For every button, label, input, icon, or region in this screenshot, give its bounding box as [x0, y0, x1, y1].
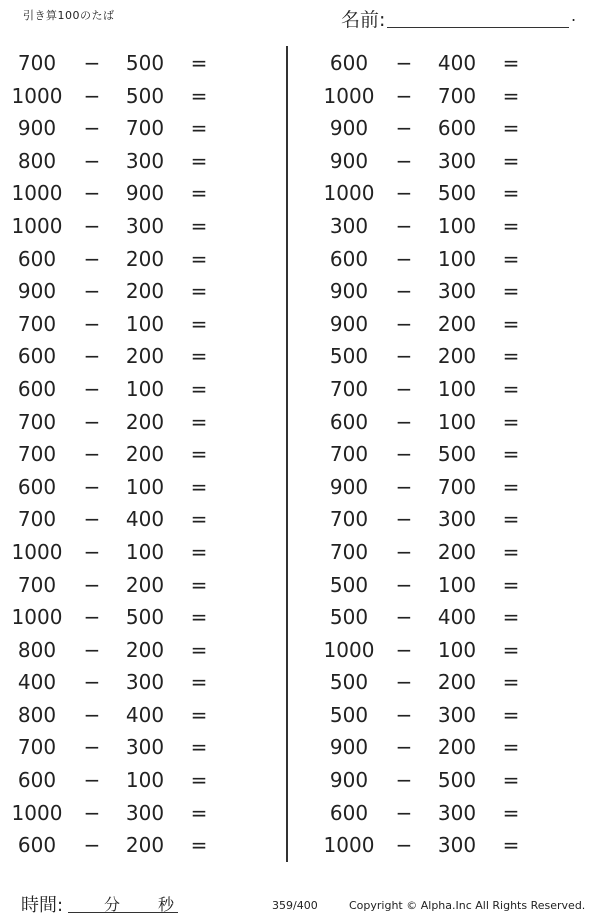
left-problem-row	[0, 80, 260, 113]
left-problem-row	[0, 731, 260, 764]
right-problem-row	[312, 47, 572, 80]
equals-sign: =	[190, 702, 208, 727]
right-problem-row	[312, 829, 572, 862]
left-problem-row	[0, 764, 260, 797]
right-problem-row	[312, 373, 572, 406]
minuend: 300	[329, 213, 369, 238]
minus-sign: −	[83, 539, 101, 564]
equals-sign: =	[190, 181, 208, 206]
subtrahend: 300	[125, 213, 165, 238]
subtrahend: 300	[125, 148, 165, 173]
subtrahend: 300	[437, 702, 477, 727]
minus-sign: −	[83, 833, 101, 858]
equals-sign: =	[502, 507, 520, 532]
minuend: 600	[17, 344, 57, 369]
minus-sign: −	[395, 670, 413, 695]
minuend: 1000	[11, 213, 63, 238]
subtrahend: 200	[125, 637, 165, 662]
equals-sign: =	[502, 279, 520, 304]
minuend: 500	[329, 702, 369, 727]
minuend: 700	[17, 735, 57, 760]
minus-sign: −	[395, 605, 413, 630]
right-problem-row	[312, 666, 572, 699]
left-problem-row	[0, 569, 260, 602]
minus-sign: −	[395, 279, 413, 304]
left-problem-row	[0, 471, 260, 504]
minus-sign: −	[395, 507, 413, 532]
subtrahend: 400	[437, 605, 477, 630]
equals-sign: =	[502, 344, 520, 369]
equals-sign: =	[190, 148, 208, 173]
equals-sign: =	[502, 83, 520, 108]
minus-sign: −	[83, 344, 101, 369]
minus-sign: −	[395, 702, 413, 727]
minuend: 600	[329, 800, 369, 825]
minuend: 900	[329, 735, 369, 760]
minuend: 600	[329, 51, 369, 75]
subtrahend: 300	[437, 148, 477, 173]
right-problem-row	[312, 340, 572, 373]
left-problem-row	[0, 601, 260, 634]
subtrahend: 100	[437, 246, 477, 271]
left-problem-row	[0, 438, 260, 471]
minuend: 600	[17, 376, 57, 401]
equals-sign: =	[502, 605, 520, 630]
minuend: 900	[17, 279, 57, 304]
equals-sign: =	[190, 605, 208, 630]
equals-sign: =	[502, 181, 520, 206]
equals-sign: =	[190, 572, 208, 597]
left-problem-row	[0, 373, 260, 406]
equals-sign: =	[190, 800, 208, 825]
left-problem-row	[0, 503, 260, 536]
left-problem-row	[0, 666, 260, 699]
equals-sign: =	[502, 572, 520, 597]
minuend: 900	[329, 768, 369, 793]
equals-sign: =	[502, 311, 520, 336]
minus-sign: −	[83, 637, 101, 662]
left-problem-row	[0, 829, 260, 862]
right-problem-row	[312, 699, 572, 732]
minus-sign: −	[83, 474, 101, 499]
equals-sign: =	[190, 474, 208, 499]
left-problem-row	[0, 47, 260, 80]
subtrahend: 700	[437, 474, 477, 499]
minuend: 600	[17, 768, 57, 793]
subtrahend: 200	[437, 539, 477, 564]
left-problem-row	[0, 112, 260, 145]
minuend: 600	[329, 409, 369, 434]
minus-sign: −	[395, 51, 413, 75]
subtrahend: 900	[125, 181, 165, 206]
right-problem-column	[312, 47, 572, 863]
minus-sign: −	[395, 246, 413, 271]
minuend: 700	[17, 51, 57, 75]
minus-sign: −	[395, 833, 413, 858]
subtrahend: 200	[437, 311, 477, 336]
right-problem-row	[312, 145, 572, 178]
minus-sign: −	[83, 213, 101, 238]
minus-sign: −	[395, 213, 413, 238]
minus-sign: −	[395, 376, 413, 401]
minus-sign: −	[83, 376, 101, 401]
subtrahend: 400	[125, 702, 165, 727]
minuend: 800	[17, 702, 57, 727]
minus-sign: −	[395, 442, 413, 467]
equals-sign: =	[190, 409, 208, 434]
minuend: 900	[329, 311, 369, 336]
right-problem-row	[312, 471, 572, 504]
name-label: 名前:	[341, 9, 386, 31]
subtrahend: 100	[437, 572, 477, 597]
minus-sign: −	[83, 507, 101, 532]
minuend: 500	[329, 344, 369, 369]
subtrahend: 200	[125, 442, 165, 467]
subtrahend: 500	[437, 768, 477, 793]
equals-sign: =	[502, 670, 520, 695]
minus-sign: −	[395, 474, 413, 499]
right-problem-row	[312, 536, 572, 569]
minuend: 900	[17, 116, 57, 141]
minuend: 1000	[11, 83, 63, 108]
minus-sign: −	[83, 148, 101, 173]
subtrahend: 100	[437, 637, 477, 662]
minuend: 900	[329, 116, 369, 141]
equals-sign: =	[502, 474, 520, 499]
minuend: 800	[17, 148, 57, 173]
left-problem-row	[0, 275, 260, 308]
minuend: 900	[329, 474, 369, 499]
minus-sign: −	[83, 311, 101, 336]
subtrahend: 100	[437, 376, 477, 401]
subtrahend: 300	[437, 833, 477, 858]
left-problem-row	[0, 406, 260, 439]
subtrahend: 300	[437, 800, 477, 825]
equals-sign: =	[502, 768, 520, 793]
worksheet-title: 引き算100のたば	[23, 9, 115, 22]
subtrahend: 100	[125, 768, 165, 793]
minuend: 500	[329, 572, 369, 597]
minus-sign: −	[83, 800, 101, 825]
equals-sign: =	[190, 670, 208, 695]
subtrahend: 400	[437, 51, 477, 75]
minuend: 1000	[323, 637, 375, 662]
equals-sign: =	[502, 246, 520, 271]
subtrahend: 500	[125, 51, 165, 75]
right-problem-row	[312, 764, 572, 797]
right-problem-row	[312, 112, 572, 145]
subtrahend: 200	[125, 344, 165, 369]
equals-sign: =	[190, 51, 208, 75]
equals-sign: =	[502, 539, 520, 564]
copyright-notice: Copyright © Alpha.Inc All Rights Reserved.	[349, 899, 586, 912]
subtrahend: 500	[437, 181, 477, 206]
right-problem-row	[312, 406, 572, 439]
minuend: 500	[329, 670, 369, 695]
minuend: 600	[17, 833, 57, 858]
minus-sign: −	[83, 605, 101, 630]
right-problem-row	[312, 503, 572, 536]
minuend: 700	[329, 376, 369, 401]
equals-sign: =	[502, 702, 520, 727]
equals-sign: =	[502, 376, 520, 401]
subtrahend: 300	[125, 735, 165, 760]
right-problem-row	[312, 80, 572, 113]
left-problem-row	[0, 210, 260, 243]
minus-sign: −	[395, 539, 413, 564]
subtrahend: 100	[437, 409, 477, 434]
equals-sign: =	[190, 637, 208, 662]
equals-sign: =	[190, 833, 208, 858]
minus-sign: −	[83, 51, 101, 75]
left-problem-row	[0, 536, 260, 569]
minus-sign: −	[83, 116, 101, 141]
footer	[0, 888, 600, 916]
subtrahend: 200	[437, 670, 477, 695]
minuend: 700	[17, 311, 57, 336]
page-number: 359/400	[272, 899, 318, 912]
minus-sign: −	[83, 83, 101, 108]
minus-sign: −	[395, 735, 413, 760]
right-problem-row	[312, 438, 572, 471]
equals-sign: =	[502, 735, 520, 760]
subtrahend: 600	[437, 116, 477, 141]
minuend: 1000	[11, 539, 63, 564]
left-problem-row	[0, 797, 260, 830]
subtrahend: 500	[125, 83, 165, 108]
name-field	[341, 5, 586, 29]
minuend: 800	[17, 637, 57, 662]
equals-sign: =	[190, 539, 208, 564]
minus-sign: −	[395, 311, 413, 336]
subtrahend: 200	[125, 279, 165, 304]
minuend: 1000	[11, 181, 63, 206]
minuend: 700	[329, 507, 369, 532]
subtrahend: 200	[125, 572, 165, 597]
column-divider	[286, 46, 288, 862]
minuend: 1000	[323, 833, 375, 858]
left-problem-row	[0, 699, 260, 732]
name-write-line	[387, 27, 569, 28]
minuend: 1000	[11, 800, 63, 825]
minus-sign: −	[83, 409, 101, 434]
equals-sign: =	[502, 148, 520, 173]
minuend: 600	[329, 246, 369, 271]
subtrahend: 100	[437, 213, 477, 238]
subtrahend: 400	[125, 507, 165, 532]
subtrahend: 500	[437, 442, 477, 467]
right-problem-row	[312, 797, 572, 830]
seconds-unit: 秒	[158, 895, 175, 914]
subtrahend: 200	[125, 409, 165, 434]
minus-sign: −	[83, 768, 101, 793]
subtrahend: 100	[125, 311, 165, 336]
equals-sign: =	[190, 768, 208, 793]
subtrahend: 300	[437, 507, 477, 532]
equals-sign: =	[190, 246, 208, 271]
minus-sign: −	[83, 702, 101, 727]
minus-sign: −	[395, 572, 413, 597]
equals-sign: =	[190, 735, 208, 760]
equals-sign: =	[190, 376, 208, 401]
minuend: 700	[17, 442, 57, 467]
right-problem-row	[312, 601, 572, 634]
minus-sign: −	[395, 409, 413, 434]
minuend: 700	[329, 539, 369, 564]
equals-sign: =	[190, 213, 208, 238]
minus-sign: −	[395, 116, 413, 141]
minuend: 900	[329, 148, 369, 173]
minuend: 700	[17, 507, 57, 532]
minus-sign: −	[395, 768, 413, 793]
left-problem-row	[0, 634, 260, 667]
equals-sign: =	[190, 83, 208, 108]
minus-sign: −	[83, 572, 101, 597]
minus-sign: −	[83, 246, 101, 271]
equals-sign: =	[502, 833, 520, 858]
left-problem-column	[0, 47, 260, 863]
minuend: 600	[17, 246, 57, 271]
minus-sign: −	[395, 344, 413, 369]
subtrahend: 100	[125, 376, 165, 401]
minuend: 600	[17, 474, 57, 499]
minuend: 500	[329, 605, 369, 630]
equals-sign: =	[190, 279, 208, 304]
equals-sign: =	[190, 344, 208, 369]
minus-sign: −	[83, 181, 101, 206]
equals-sign: =	[502, 409, 520, 434]
subtrahend: 100	[125, 539, 165, 564]
left-problem-row	[0, 308, 260, 341]
subtrahend: 200	[437, 344, 477, 369]
subtrahend: 300	[125, 800, 165, 825]
minus-sign: −	[395, 800, 413, 825]
minuend: 700	[17, 572, 57, 597]
equals-sign: =	[502, 213, 520, 238]
minutes-unit: 分	[104, 895, 121, 914]
equals-sign: =	[502, 800, 520, 825]
minuend: 900	[329, 279, 369, 304]
minus-sign: −	[395, 181, 413, 206]
subtrahend: 200	[125, 246, 165, 271]
time-write-line	[68, 892, 178, 913]
right-problem-row	[312, 731, 572, 764]
right-problem-row	[312, 275, 572, 308]
minus-sign: −	[395, 83, 413, 108]
equals-sign: =	[190, 116, 208, 141]
minus-sign: −	[395, 637, 413, 662]
subtrahend: 300	[437, 279, 477, 304]
subtrahend: 200	[125, 833, 165, 858]
right-problem-row	[312, 308, 572, 341]
right-problem-row	[312, 177, 572, 210]
minus-sign: −	[83, 670, 101, 695]
minus-sign: −	[395, 148, 413, 173]
right-problem-row	[312, 210, 572, 243]
minuend: 1000	[323, 181, 375, 206]
right-problem-row	[312, 569, 572, 602]
left-problem-row	[0, 145, 260, 178]
right-problem-row	[312, 634, 572, 667]
equals-sign: =	[502, 51, 520, 75]
minuend: 700	[329, 442, 369, 467]
subtrahend: 200	[437, 735, 477, 760]
subtrahend: 500	[125, 605, 165, 630]
minus-sign: −	[83, 442, 101, 467]
equals-sign: =	[502, 442, 520, 467]
left-problem-row	[0, 243, 260, 276]
right-problem-row	[312, 243, 572, 276]
left-problem-row	[0, 340, 260, 373]
time-label: 時間:	[21, 895, 64, 916]
minus-sign: −	[83, 735, 101, 760]
minus-sign: −	[83, 279, 101, 304]
minuend: 400	[17, 670, 57, 695]
subtrahend: 300	[125, 670, 165, 695]
equals-sign: =	[190, 442, 208, 467]
left-problem-row	[0, 177, 260, 210]
subtrahend: 700	[125, 116, 165, 141]
equals-sign: =	[502, 637, 520, 662]
equals-sign: =	[190, 507, 208, 532]
equals-sign: =	[502, 116, 520, 141]
minuend: 700	[17, 409, 57, 434]
equals-sign: =	[190, 311, 208, 336]
subtrahend: 100	[125, 474, 165, 499]
minuend: 1000	[323, 83, 375, 108]
name-end-mark: .	[571, 6, 577, 25]
minuend: 1000	[11, 605, 63, 630]
subtrahend: 700	[437, 83, 477, 108]
